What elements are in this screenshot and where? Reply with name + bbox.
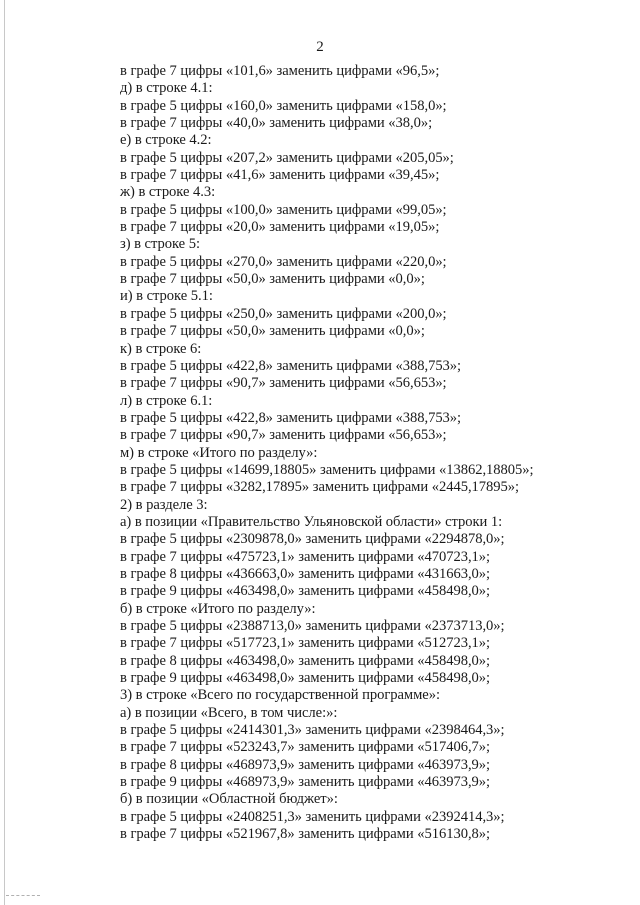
document-line: в графе 7 цифры «517723,1» заменить цифрами «512723,1»; (120, 635, 491, 652)
document-line: в графе 7 цифры «40,0» заменить цифрами «38,0»; (120, 115, 433, 132)
document-line: в графе 5 цифры «2408251,3» заменить цифрами «2392414,3»; (120, 808, 505, 825)
document-line: в графе 7 цифры «90,7» заменить цифрами «56,653»; (120, 375, 447, 392)
document-line: в графе 5 цифры «207,2» заменить цифрами «205,05»; (120, 149, 454, 166)
document-line: в графе 9 цифры «463498,0» заменить цифрами «458498,0»; (120, 583, 491, 600)
document-body (120, 63, 635, 843)
document-line: в графе 5 цифры «2388713,0» заменить цифрами «2373713,0»; (120, 618, 505, 634)
document-line: л) в строке 6.1: (120, 392, 213, 409)
document-line: в графе 5 цифры «14699,18805» заменить цифрами «13862,18805»; (120, 461, 534, 478)
document-line: в графе 7 цифры «475723,1» заменить цифрами «470723,1»; (120, 548, 491, 565)
document-line: м) в строке «Итого по разделу»: (120, 444, 318, 461)
document-line: в графе 7 цифры «41,6» заменить цифрами «39,45»; (120, 167, 440, 184)
document-line: в графе 7 цифры «523243,7» заменить цифрами «517406,7»; (120, 739, 491, 756)
document-line: в графе 9 цифры «468973,9» заменить цифрами «463973,9»; (120, 774, 491, 791)
document-line: б) в строке «Итого по разделу»: (120, 600, 316, 617)
document-line: в графе 5 цифры «250,0» заменить цифрами «200,0»; (120, 305, 447, 322)
document-line: и) в строке 5.1: (120, 288, 213, 305)
document-line: в графе 5 цифры «160,0» заменить цифрами «158,0»; (120, 97, 447, 114)
document-line: в графе 7 цифры «20,0» заменить цифрами «19,05»; (120, 219, 440, 236)
document-line: в графе 7 цифры «3282,17895» заменить цифрами «2445,17895»; (120, 479, 520, 496)
document-line: д) в строке 4.1: (120, 80, 213, 97)
document-line: 2) в разделе 3: (120, 496, 208, 513)
document-line: в графе 7 цифры «90,7» заменить цифрами «56,653»; (120, 427, 447, 444)
document-line: з) в строке 5: (120, 236, 200, 253)
page-number: 2 (316, 39, 324, 55)
document-line: в графе 8 цифры «463498,0» заменить цифрами «458498,0»; (120, 652, 491, 669)
document-line: е) в строке 4.2: (120, 132, 212, 149)
document-line: в графе 5 цифры «2414301,3» заменить цифрами «2398464,3»; (120, 722, 505, 739)
document-line: б) в позиции «Областной бюджет»: (120, 791, 338, 808)
document-line: в графе 5 цифры «100,0» заменить цифрами «99,05»; (120, 201, 447, 218)
document-line: ж) в строке 4.3: (120, 184, 216, 201)
document-line: в графе 5 цифры «270,0» заменить цифрами «220,0»; (120, 253, 447, 270)
document-line: в графе 8 цифры «468973,9» заменить цифрами «463973,9»; (120, 756, 491, 773)
document-line: 3) в строке «Всего по государственной программе»: (120, 687, 440, 704)
document-line: в графе 5 цифры «422,8» заменить цифрами «388,753»; (120, 409, 462, 426)
scan-edge-mark (6, 895, 40, 897)
document-line: в графе 7 цифры «50,0» заменить цифрами «0,0»; (120, 323, 425, 340)
document-line: в графе 8 цифры «436663,0» заменить цифрами «431663,0»; (120, 565, 491, 582)
document-line: в графе 7 цифры «101,6» заменить цифрами «96,5»; (120, 63, 440, 79)
document-line: в графе 7 цифры «521967,8» заменить цифрами «516130,8»; (120, 826, 491, 843)
document-line: в графе 9 цифры «463498,0» заменить цифрами «458498,0»; (120, 670, 491, 687)
document-line: а) в позиции «Правительство Ульяновской области» строки 1: (120, 513, 503, 530)
document-line: в графе 7 цифры «50,0» заменить цифрами «0,0»; (120, 271, 425, 288)
page-left-edge (4, 0, 5, 905)
document-line: к) в строке 6: (120, 340, 202, 357)
document-line: в графе 5 цифры «422,8» заменить цифрами «388,753»; (120, 357, 462, 374)
document-line: а) в позиции «Всего, в том числе:»: (120, 704, 338, 721)
document-line: в графе 5 цифры «2309878,0» заменить цифрами «2294878,0»; (120, 531, 505, 548)
